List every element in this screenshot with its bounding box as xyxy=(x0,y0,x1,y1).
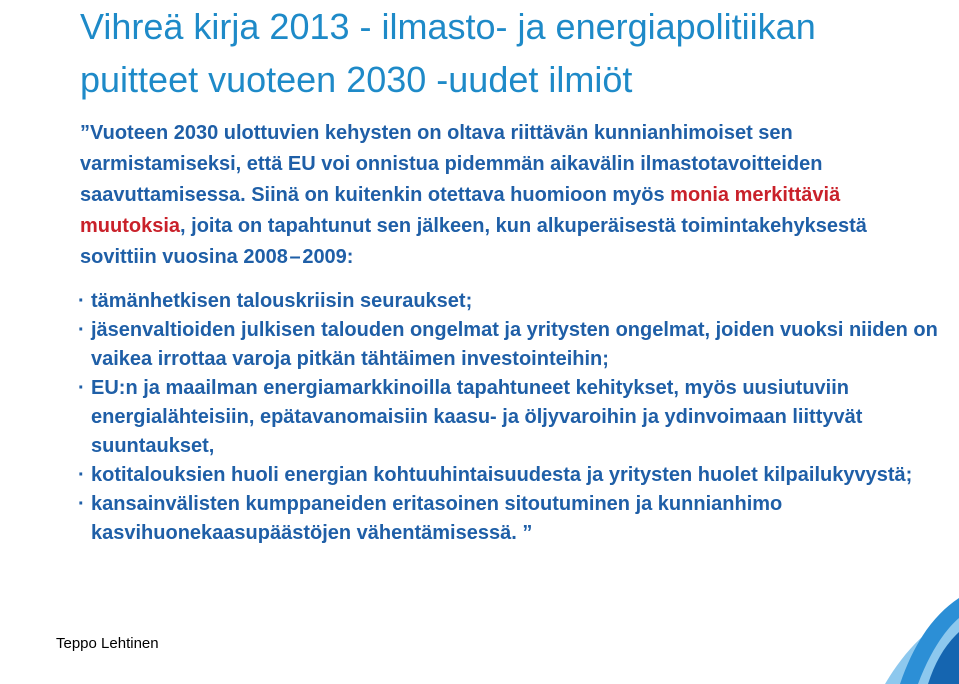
swoosh-dark xyxy=(928,632,959,684)
bullet-marker: · xyxy=(78,290,85,312)
bullet-marker: · xyxy=(78,464,85,486)
bullet-marker: · xyxy=(78,319,85,341)
bullet-text: tämänhetkisen talouskriisin seuraukset; xyxy=(91,290,473,312)
bullet-marker: · xyxy=(78,377,85,399)
bullet-text: kotitalouksien huoli energian kohtuuhintaisuudesta ja yritysten huolet kilpailukyvystä; xyxy=(91,464,913,486)
bullet-text: kansainvälisten kumppaneiden eritasoinen sitoutuminen ja kunnianhimo kasvihuonekaasupäästöjen vähentämisessä. ” xyxy=(91,493,783,544)
bullet-item xyxy=(78,461,938,490)
bullet-text: EU:n ja maailman energiamarkkinoilla tapahtuneet kehitykset, myös uusiutuviin energialähteisiin, epätavanomaisiin kaasu- ja öljyvaroihin ja ydinvoimaan liittyvät suuntaukset, xyxy=(91,377,863,457)
slide-title xyxy=(80,0,950,106)
slide-title-line-2: puitteet vuoteen 2030 -uudet ilmiöt xyxy=(80,59,633,100)
swoosh-mid xyxy=(900,598,959,684)
bullet-item xyxy=(78,374,938,461)
quote-highlight: monia merkittäviä muutoksia xyxy=(80,184,841,237)
quote-text-start: ”Vuoteen 2030 ulottuvien kehysten on oltava riittävän kunnianhimoiset sen varmistamiseksi, että EU voi onnistua pidemmän aikavälin ilmastotavoitteiden saavuttamisessa. Siinä on kuitenkin otettava huomioon myös xyxy=(80,122,823,206)
slide-title-line-1: Vihreä kirja 2013 - ilmasto- ja energiapolitiikan xyxy=(80,6,816,47)
quote-text-end: , joita on tapahtunut sen jälkeen, kun alkuperäisestä toimintakehyksestä sovittiin vuosina 2008 – 2009: xyxy=(80,215,867,268)
bullet-marker: · xyxy=(78,493,85,515)
bullet-text: jäsenvaltioiden julkisen talouden ongelmat ja yritysten ongelmat, joiden vuoksi niiden on vaikea irrottaa varoja pitkän tähtäimen investointeihin; xyxy=(91,319,938,370)
bullet-item xyxy=(78,287,938,316)
bullet-item xyxy=(78,490,938,548)
bullet-item xyxy=(78,316,938,374)
author-footer: Teppo Lehtinen xyxy=(56,635,159,652)
swoosh-light xyxy=(885,612,959,684)
bullet-list xyxy=(78,287,938,548)
quote-paragraph xyxy=(80,118,940,273)
